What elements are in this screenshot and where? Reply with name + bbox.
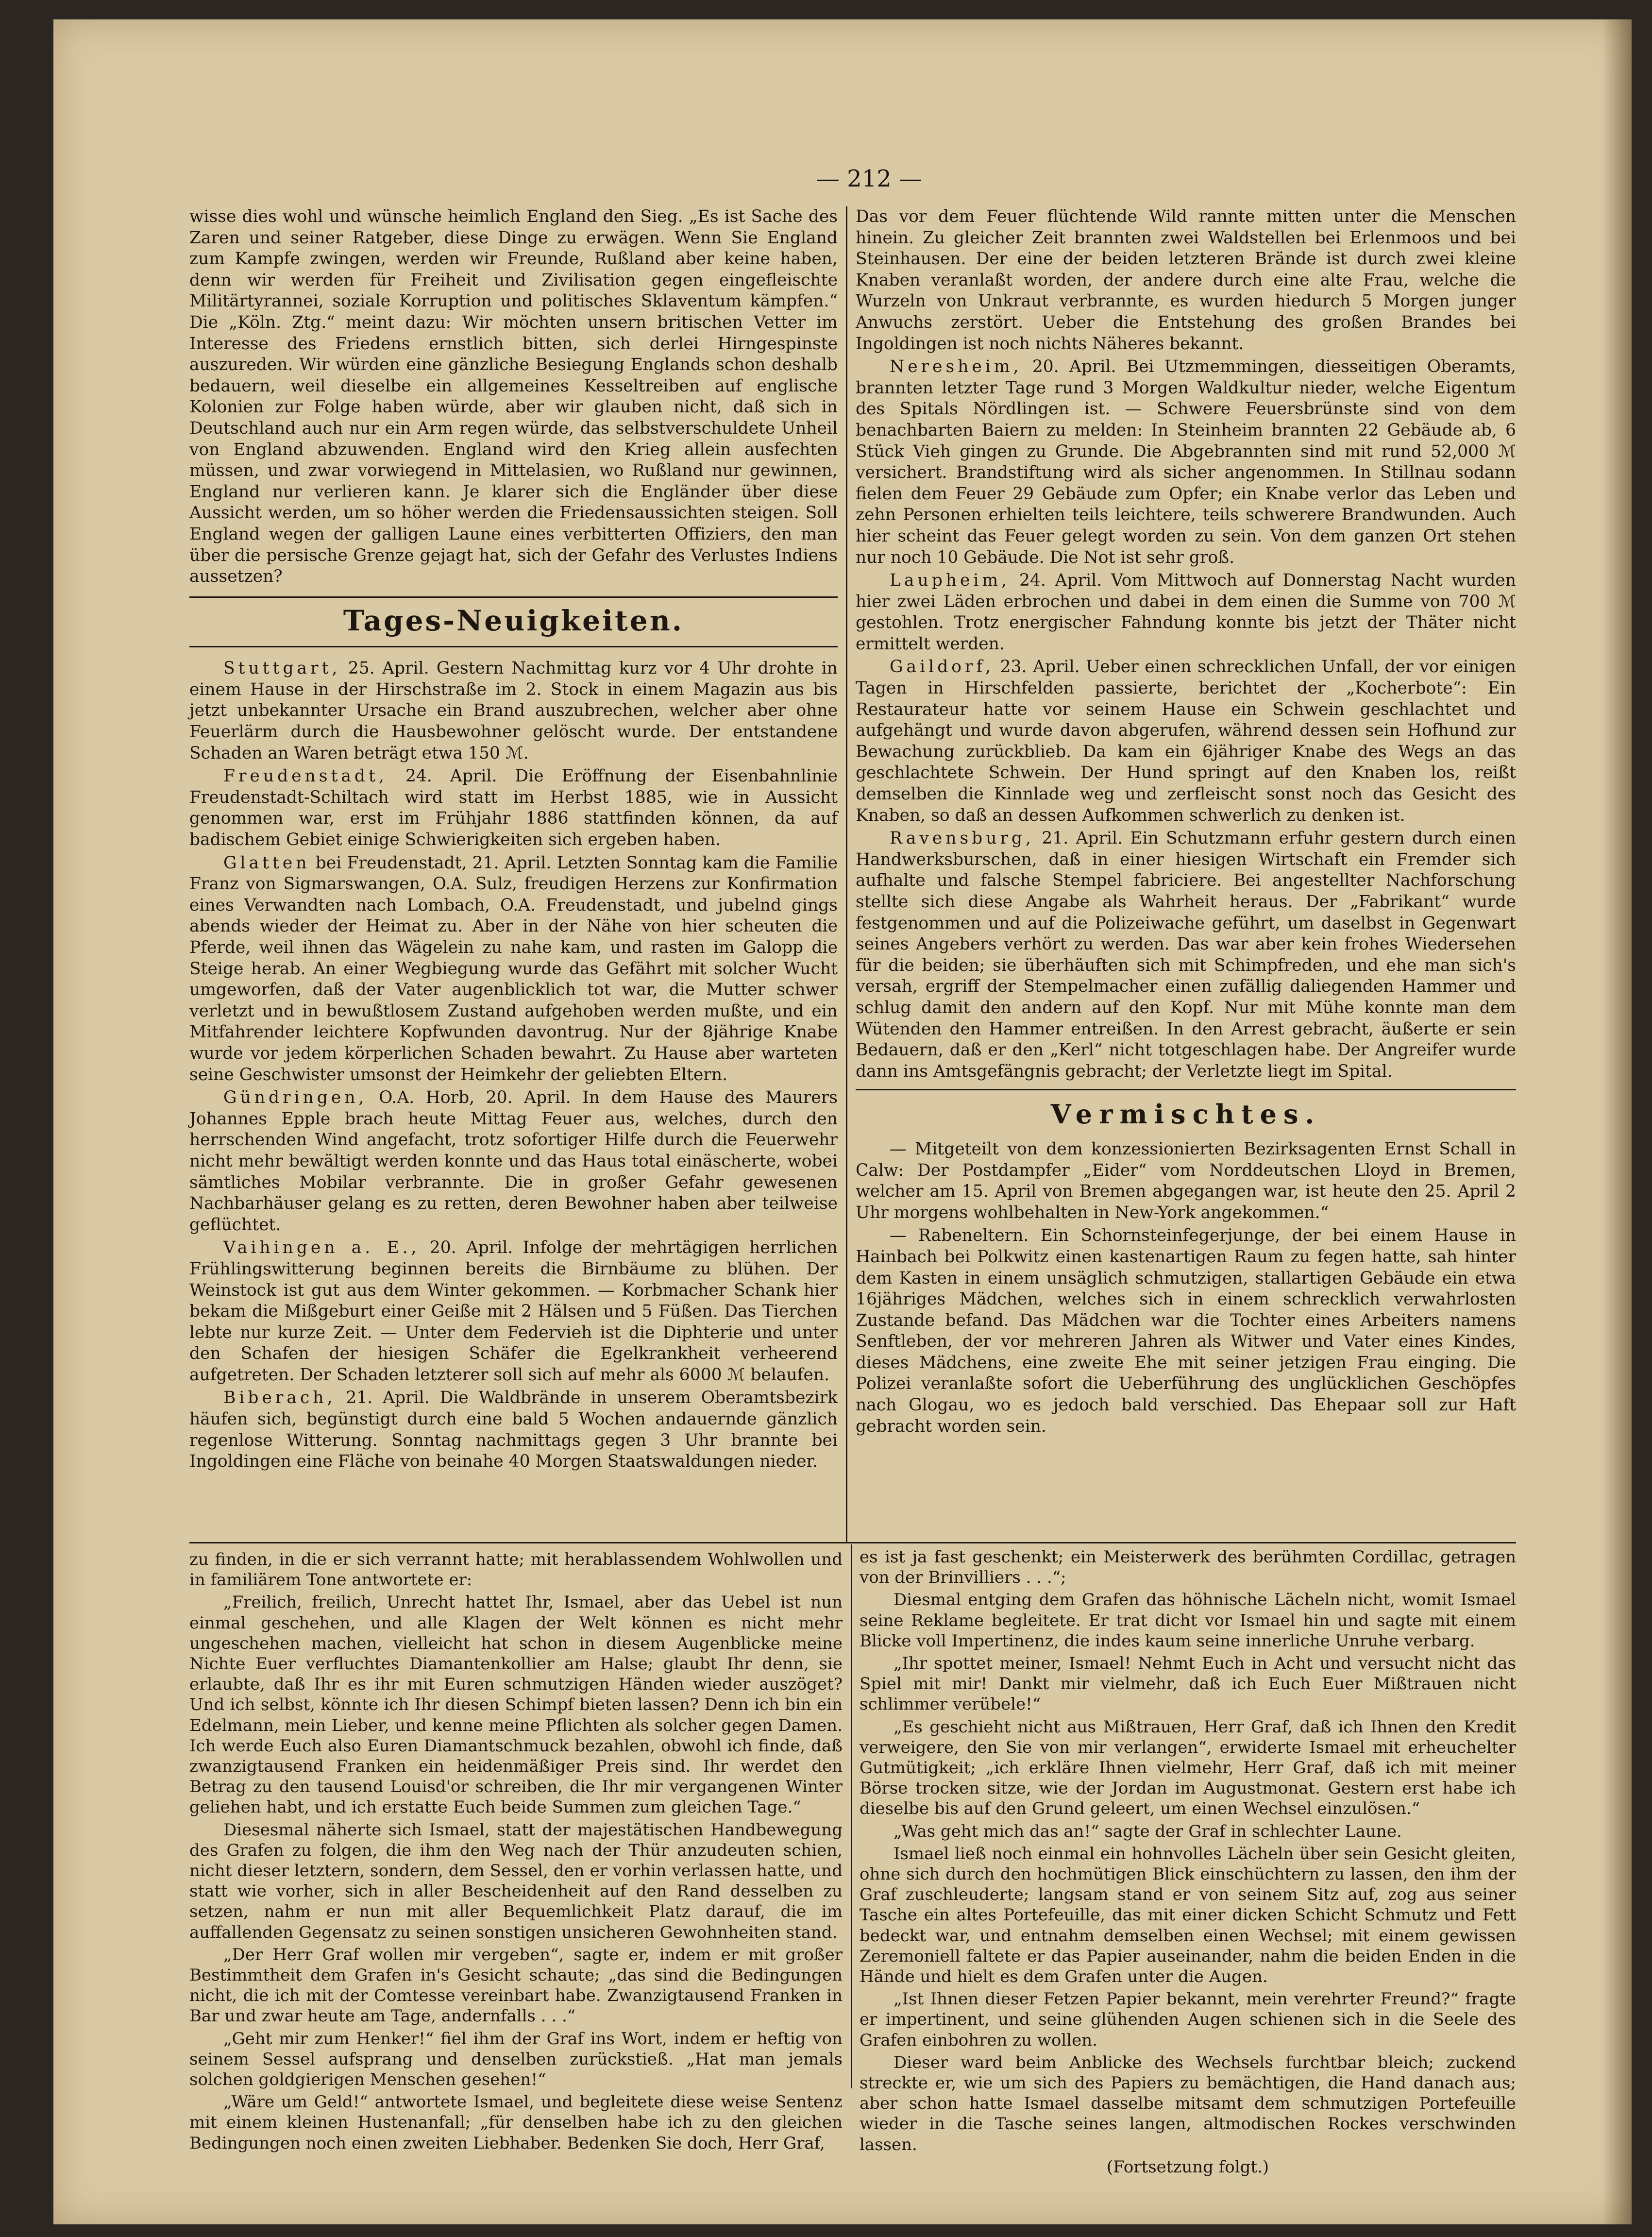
feuilleton-paragraph: Ismael ließ noch einmal ein hohnvolles Lächeln über sein Gesicht gleiten, ohne sich durch den hochmütigen Blick einschüchtern zu lassen, den ihm der Graf zuschleuderte; langsam stand er von seinem Sitz auf, zog aus seiner Tasche ein altes Portefeuille, das mit einer dicken Schicht Schmutz und Fett bedeckt war, und entnahm demselben einen Wechsel; mit einem gewissen Zeremoniell faltete er das Papier auseinander, nahm die beiden Enden in die Hände und hielt es dem Grafen unter die Augen. [860, 1844, 1516, 1987]
divider [189, 646, 838, 647]
feuilleton-paragraph: Diesesmal näherte sich Ismael, statt der majestätischen Handbewegung des Grafen zu folgen, die ihm den Weg nach der Thür anzudeuten schien, nicht dieser letztern, sondern, dem Sessel, den er vorhin verlassen hatte, und statt wie vorher, sich in aller Bescheidenheit auf den Rand desselben zu setzen, nahm er nun mit aller Bequemlichkeit Platz darauf, die im auffallenden Gegensatz zu seinen sonstigen unsicheren Gewohnheiten stand. [189, 1820, 843, 1942]
misc-item: — Rabeneltern. Ein Schornsteinfegerjunge, der bei einem Hause in Hainbach bei Polkwitz einen kastenartigen Raum zu fegen hatte, sah hinter dem Kasten in einem unsäglich schmutzigen, stallartigen Gebäude ein etwa 16jähriges Mädchen, welches sich in einem schrecklich verwahrlosten Zustande befand. Das Mädchen war die Tochter eines Arbeiters namens Senftleben, der vor mehreren Jahren als Witwer und Vater eines Kindes, dieses Mädchens, eine zweite Ehe mit seiner jetzigen Frau einging. Die Polizei veranlaßte sofort die Ueberführung des unglücklichen Geschöpfes nach Glogau, wo es jedoch bald verschied. Das Ehepaar soll zur Haft gebracht worden sein. [856, 1226, 1516, 1436]
news-place: Stuttgart, [223, 659, 341, 678]
news-item [856, 356, 1516, 568]
news-text: Das vor dem Feuer flüchtende Wild rannte mitten unter die Menschen hinein. Zu gleicher Zeit brannten zwei Waldstellen bei Erlenmoos und bei Steinhausen. Der eine der beiden letzteren Brände ist durch zwei kleine Knaben veranlaßt worden, der andere durch eine alte Frau, welche die Wurzeln von Unkraut verbrannte, es wurden hiedurch 5 Morgen junger Anwuchs zerstört. Ueber die Entstehung des großen Brandes bei Ingoldingen ist noch nichts Näheres bekannt. [856, 207, 1516, 354]
news-place: Gündringen, [223, 1088, 368, 1108]
feuilleton-paragraph: Dieser ward beim Anblicke des Wechsels furchtbar bleich; zuckend streckte er, wie um sich des Papiers zu bemächtigen, die Hand danach aus; aber schon hatte Ismael dasselbe mitsamt dem schmutzigen Portefeuille wieder in die Tasche seines langen, altmodischen Rockes verschwinden lassen. [860, 2052, 1516, 2154]
news-text: 23. April. Ueber einen schrecklichen Unfall, der vor einigen Tagen in Hirschfelden passierte, berichtet der „Kocherbote“: Ein Restaurateur hatte vor seinem Hause ein Schwein geschlachtet und aufgehängt und wurde davon abgerufen, während dessen sein Hofhund zur Bewachung zurückblieb. Da kam ein 6jähriger Knabe des Wegs an das geschlachtete Schwein. Der Hund springt auf den Knaben los, reißt demselben die Kinnlade weg und zerfleischt sonst noch das Gesicht des Knaben, so daß an dessen Aufkommen schwerlich zu denken ist. [856, 657, 1516, 825]
news-item [856, 570, 1516, 655]
news-place: Ravensburg, [890, 829, 1035, 848]
news-text: 20. April. Infolge der mehrtägigen herrlichen Frühlingswitterung beginnen bereits die Birnbäume zu blühen. Der Weinstock ist gut aus dem Winter gekommen. — Korbmacher Schank hier bekam die Mißgeburt einer Geiße mit 2 Hälsen und 5 Füßen. Das Tierchen lebte nur kurze Zeit. — Unter dem Federvieh ist die Diphterie und unter den Schafen der hiesigen Schäfer die Egelkrankheit verheerend aufgetreten. Der Schaden letzterer soll sich auf mehr als 6000 ℳ belaufen. [189, 1238, 838, 1385]
feuilleton-paragraph: es ist ja fast geschenkt; ein Meisterwerk des berühmten Cordillac, getragen von der Brinvilliers . . .“; [860, 1547, 1516, 1588]
feuilleton-paragraph: „Geht mir zum Henker!“ fiel ihm der Graf ins Wort, indem er heftig von seinem Sessel aufsprang und denselben zurückstieß. „Hat man jemals solchen goldgierigen Menschen gesehen!“ [189, 2029, 843, 2090]
news-list [189, 658, 838, 1473]
continued-note: (Fortsetzung folgt.) [1106, 2157, 1269, 2177]
news-item [856, 206, 1516, 355]
news-text: 25. April. Gestern Nachmittag kurz vor 4 Uhr drohte in einem Hause in der Hirschstraße im 2. Stock in einem Magazin aus bis jetzt unbekannter Ursache ein Brand auszubrechen, welcher aber ohne Feuerlärm durch die Hausbewohner gelöscht wurde. Der entstandene Schaden an Waren beträgt etwa 150 ℳ. [189, 659, 838, 763]
feuilleton-paragraph: Diesmal entging dem Grafen das höhnische Lächeln nicht, womit Ismael seine Reklame begleitete. Er trat dicht vor Ismael hin und sagte mit einem Blicke voll Impertinenz, die indes kaum seine innerliche Unruhe verbarg. [860, 1590, 1516, 1651]
misc-item: — Mitgeteilt von dem konzessionierten Bezirksagenten Ernst Schall in Calw: Der Postdampfer „Eider“ vom Norddeutschen Lloyd in Bremen, welcher am 15. April von Bremen abgegangen war, ist heute den 25. April 2 Uhr morgens wohlbehalten in New-York angekommen.“ [856, 1139, 1516, 1222]
news-place: Glatten [223, 853, 310, 873]
news-place: Vaihingen a. E., [223, 1238, 420, 1258]
news-text: 21. April. Die Waldbrände in unserem Oberamtsbezirk häufen sich, begünstigt durch eine bald 5 Wochen andauernde gänzlich regenlose Witterung. Sonntag nachmittags gegen 3 Uhr brannte bei Ingoldingen eine Fläche von beinahe 40 Morgen Staatswaldungen nieder. [189, 1388, 838, 1472]
feuilleton-paragraph: „Ihr spottet meiner, Ismael! Nehmt Euch in Acht und versucht nicht das Spiel mit mir! Dankt mir vielmehr, daß ich Euch Euer Mißtrauen nicht schlimmer verübele!“ [860, 1654, 1516, 1714]
news-item [189, 1087, 838, 1236]
news-item [189, 1388, 838, 1472]
news-text: O.A. Horb, 20. April. In dem Hause des Maurers Johannes Epple brach heute Mittag Feuer aus, welches, durch den herrschenden Wind angefacht, trotz sofortiger Hilfe durch die Feuerwehr nicht mehr bewältigt werden konnte und das Haus total einäscherte, wobei sämtliches Mobilar verbrannte. Die in großer Gefahr gewesenen Nachbarhäuser gelang es zu retten, deren Bewohner haben aber teilweise geflüchtet. [189, 1088, 838, 1235]
section-title-misc: Vermischtes. [1050, 1099, 1321, 1130]
left-column [189, 206, 838, 1518]
feuilleton-paragraph: zu finden, in die er sich verrannt hatte; mit herablassendem Wohlwollen und in familiärem Tone antwortete er: [189, 1550, 843, 1590]
feuilleton-paragraph: „Ist Ihnen dieser Fetzen Papier bekannt, mein verehrter Freund?“ fragte er impertinent, und seine glühenden Augen schienen sich in die Seele des Grafen einbohren zu wollen. [860, 1989, 1516, 2050]
news-item [189, 1237, 838, 1386]
feuilleton-right [860, 1547, 1516, 2177]
news-text: 24. April. Vom Mittwoch auf Donnerstag Nacht wurden hier zwei Läden erbrochen und dabei in dem einen die Summe von 700 ℳ gestohlen. Trotz energischer Fahndung konnte bis jetzt der Thäter nicht ermittelt werden. [856, 571, 1516, 654]
feuilleton-paragraph: „Wäre um Geld!“ antwortete Ismael, und begleitete diese weise Sentenz mit einem kleinen Hustenanfall; „für denselben habe ich zu den gleichen Bedingungen noch einen zweiten Liebhaber. Bedenken Sie doch, Herr Graf, [189, 2092, 843, 2153]
news-item [189, 853, 838, 1086]
feuilleton-paragraph: „Der Herr Graf wollen mir vergeben“, sagte er, indem er mit großer Bestimmtheit dem Grafen in's Gesicht schaute; „das sind die Bedingungen nicht, die ich mit der Comtesse vereinbart habe. Zwanzigtausend Franken in Bar und zwar heute am Tage, andernfalls . . .“ [189, 1945, 843, 2026]
section-title-news: Tages-Neuigkeiten. [343, 604, 684, 637]
news-item [856, 657, 1516, 826]
divider [189, 596, 838, 598]
feuilleton-paragraph: „Freilich, freilich, Unrecht hattet Ihr, Ismael, aber das Uebel ist nun einmal geschehen, und alle Klagen der Welt können es nicht mehr ungeschehen machen, vielleicht hat schon in diesem Augenblicke meine Nichte Euer verfluchtes Diamantenkollier am Halse; glaubt Ihr denn, sie erlaubte, daß Ihr es ihr mit Euren schmutzigen Händen wieder auszöget? Und ich selbst, könnte ich Ihr diesen Schimpf bieten lassen? Denn ich bin ein Edelmann, mein Lieber, und kenne meine Pflichten als solcher gegen Damen. Ich werde Euch also Euren Diamantschmuck bezahlen, obwohl ich finde, daß zwanzigtausend Franken ein heidenmäßiger Preis sind. Ihr werdet den Betrag zu den tausend Louisd'or schreiben, die Ihr mir vergangenen Winter geliehen habt, und ich erstatte Euch beide Summen zum gleichen Tage.“ [189, 1593, 843, 1817]
news-item [189, 658, 838, 764]
news-text: 24. April. Die Eröffnung der Eisenbahnlinie Freudenstadt-Schiltach wird statt im Herbst 1885, wie in Aussicht genommen war, erst im Frühjahr 1886 stattfinden können, da auf badischem Gebiet einige Schwierigkeiten sich ergeben haben. [189, 766, 838, 850]
column-rule [851, 1544, 852, 2088]
misc-list [856, 1139, 1516, 1437]
news-place: Biberach, [223, 1388, 336, 1408]
page-number: — 212 — [816, 165, 923, 192]
news-text: 21. April. Ein Schutzmann erfuhr gestern durch einen Handwerksburschen, daß in einer hiesigen Wirtschaft ein Fremder sich aufhalte und falsche Stempel fabriciere. Bei angestellter Nachforschung stellte sich diese Angabe als Wahrheit heraus. Der „Fabrikant“ wurde festgenommen und auf die Polizeiwache geführt, um daselbst in Gegenwart seines Angebers verhört zu werden. Das war aber kein frohes Wiedersehen für die beiden; sie überhäuften sich mit Schimpfreden, und ehe man sich's versah, ergriff der Stempelmacher einen zufällig daliegenden Hammer und schlug damit den andern auf den Kopf. Nur mit Mühe konnte man dem Wütenden den Hammer entreißen. In den Arrest gebracht, äußerte er sein Bedauern, daß er den „Kerl“ nicht totgeschlagen habe. Der Angreifer wurde dann ins Amtsgefängnis gebracht; der Verletzte liegt im Spital. [856, 829, 1516, 1081]
right-news-list [856, 206, 1516, 1082]
news-text: 20. April. Bei Utzmemmingen, diesseitigen Oberamts, brannten letzter Tage rund 3 Morgen Waldkultur nieder, welche Eigentum des Spitals Nördlingen ist. — Schwere Feuersbrünste sind von dem benachbarten Baiern zu melden: In Steinheim brannten 22 Gebäude ab, 6 Stück Vieh gingen zu Grunde. Die Abgebrannten sind mit rund 52,000 ℳ versichert. Brandstiftung wird als sicher angenommen. In Stillnau sodann fielen dem Feuer 29 Gebäude zum Opfer; ein Knabe verlor das Leben und zehn Personen erhielten teils leichtere, teils schwerere Brandwunden. Auch hier scheint das Feuer gelegt worden zu sein. Von dem ganzen Ort stehen nur noch 10 Gebäude. Die Not ist sehr groß. [856, 357, 1516, 567]
column-rule [846, 206, 847, 1542]
news-place: Neresheim, [890, 357, 1022, 377]
news-item [189, 766, 838, 850]
binding-gutter [1602, 19, 1632, 2224]
news-place: Freudenstadt, [223, 766, 388, 786]
news-item [856, 828, 1516, 1082]
feuilleton-right-body [860, 1547, 1516, 2155]
feuilleton-left [189, 1549, 843, 2153]
news-place: Laupheim, [890, 571, 1011, 591]
feuilleton-paragraph: „Es geschieht nicht aus Mißtrauen, Herr Graf, daß ich Ihnen den Kredit verweigere, den Sie von mir verlangen“, erwiderte Ismael mit erheuchelter Gutmütigkeit; „ich erkläre Ihnen vielmehr, Herr Graf, daß ich mit meiner Börse trocken sitze, wie der Jordan im Augustmonat. Gestern erst habe ich dieselbe bis auf den Grund geleert, um einen Wechsel einzulösen.“ [860, 1717, 1516, 1819]
article-continuation: wisse dies wohl und wünsche heimlich England den Sieg. „Es ist Sache des Zaren und seiner Ratgeber, diese Dinge zu erwägen. Wenn Sie England zum Kampfe zwingen, werden wir Freunde, Rußland aber keine haben, denn wir werden für Freiheit und Zivilisation gegen eingefleischte Militärtyrannei, soziale Korruption und politisches Sklaventum kämpfen.“ Die „Köln. Ztg.“ meint dazu: Wir möchten unsern britischen Vetter im Interesse des Friedens ernstlich bitten, sich derlei Hirngespinste auszureden. Wir würden eine gänzliche Besiegung Englands schon deshalb bedauern, weil dieselbe ein allgemeines Kesseltreiben auf englische Kolonien zur Folge haben würde, aber wir glauben nicht, daß sich in Deutschland auch nur ein Arm regen würde, das selbstverschuldete Unheil von England abzuwenden. England wird den Krieg allein ausfechten müssen, und zwar vorwiegend in Mittelasien, wo Rußland nur gewinnen, England nur verlieren kann. Je klarer sich die Engländer über diese Aussicht werden, um so höher werden die Friedensaussichten steigen. Soll England wegen der galligen Laune eines verbitterten Offiziers, den man über die persische Grenze gejagt hat, sich der Gefahr des Verlustes Indiens aussetzen? [189, 207, 838, 587]
feuilleton-rule [189, 1542, 1516, 1543]
feuilleton-paragraph: „Was geht mich das an!“ sagte der Graf in schlechter Laune. [893, 1821, 1402, 1841]
news-place: Gaildorf, [890, 657, 995, 677]
right-column [856, 206, 1516, 1542]
divider [856, 1089, 1516, 1090]
news-text: bei Freudenstadt, 21. April. Letzten Sonntag kam die Familie Franz von Sigmarswangen, O.A. Sulz, freudigen Herzens zur Konfirmation eines Verwandten nach Lombach, O.A. Freudenstadt, und jubelnd gings abends wieder der Heimat zu. Aber in der Nähe von hier scheuten die Pferde, weil ihnen das Wägelein zu nahe kam, und rasten im Galopp die Steige herab. An einer Wegbiegung wurde das Gefährt mit solcher Wucht umgeworfen, daß der Vater augenblicklich tot war, die Mutter schwer verletzt und in bewußtlosem Zustand aufgehoben werden mußte, und ein Mitfahrender leichtere Kopfwunden davontrug. Nur der 8jährige Knabe wurde vor jedem körperlichen Schaden bewahrt. Zu Hause aber warteten seine Geschwister umsonst der Heimkehr der geliebten Eltern. [189, 853, 838, 1085]
